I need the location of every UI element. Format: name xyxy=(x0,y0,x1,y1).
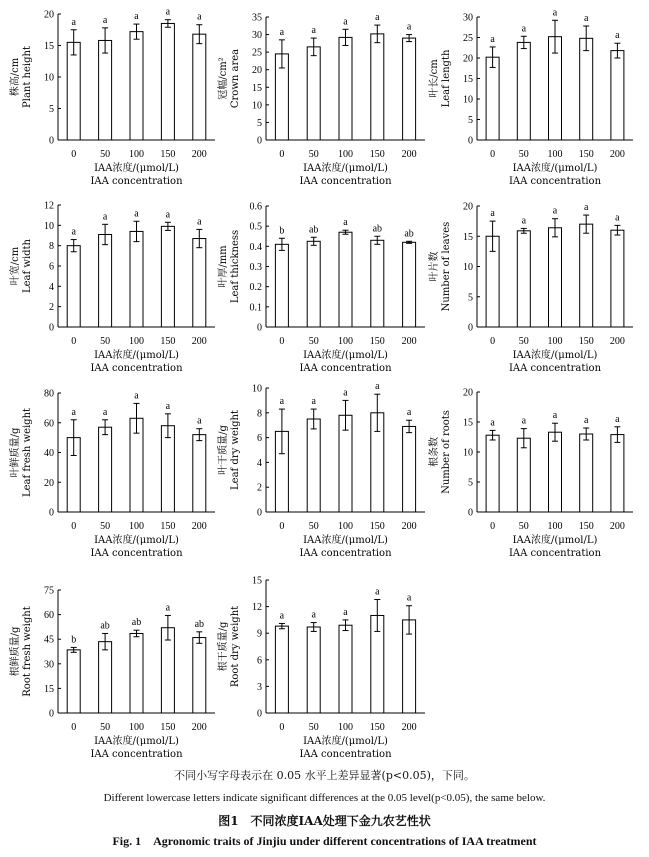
bar xyxy=(275,626,288,713)
chart-panel-10 xyxy=(8,586,215,761)
x-tick-label: 100 xyxy=(338,722,353,733)
x-tick-label: 50 xyxy=(100,149,111,160)
chart-panel-8 xyxy=(216,381,425,559)
bar xyxy=(99,234,112,327)
y-axis-title-cn: 叶片数 xyxy=(429,251,440,282)
x-tick-label: 100 xyxy=(129,521,144,532)
x-tick-label: 0 xyxy=(490,521,496,532)
y-tick-label: 15 xyxy=(463,74,473,85)
significance-letter: a xyxy=(521,23,527,35)
figure-captions xyxy=(0,768,649,850)
y-tick-label: 15 xyxy=(463,417,473,429)
y-tick-label: 0 xyxy=(468,322,473,334)
significance-letter: a xyxy=(165,400,171,412)
significance-letter: a xyxy=(197,415,202,427)
x-tick-label: 0 xyxy=(490,149,496,160)
x-tick-label: 100 xyxy=(547,149,563,160)
chart-panel-11 xyxy=(216,576,425,761)
significance-letter: a xyxy=(279,610,285,622)
y-axis-title-cn: 叶干质量/g xyxy=(218,425,229,475)
x-tick-label: 200 xyxy=(609,149,625,160)
y-tick-label: 3 xyxy=(257,681,262,693)
y-tick-label: 20 xyxy=(463,53,473,65)
bar xyxy=(403,38,416,140)
significance-letter: a xyxy=(165,209,171,221)
y-tick-label: 0 xyxy=(257,322,262,334)
x-axis-title-cn: IAA浓度/(μmol/L) xyxy=(303,736,388,747)
y-tick-label: 30 xyxy=(252,30,262,42)
y-tick-label: 2 xyxy=(49,302,54,314)
x-tick-label: 150 xyxy=(369,521,385,532)
bar xyxy=(130,633,143,713)
y-tick-label: 80 xyxy=(44,388,54,400)
bar xyxy=(130,32,143,140)
y-tick-label: 15 xyxy=(252,82,262,94)
x-axis-title-cn: IAA浓度/(μmol/L) xyxy=(94,535,179,546)
x-tick-label: 200 xyxy=(191,521,207,532)
figure-title-cn: 图1 不同浓度IAA处理下金九农艺性状 xyxy=(218,814,431,828)
significance-letter: a xyxy=(375,12,380,24)
x-axis-title-cn: IAA浓度/(μmol/L) xyxy=(303,163,388,174)
x-axis-title-en: IAA concentration xyxy=(508,176,602,187)
x-tick-label: 50 xyxy=(100,336,111,347)
y-tick-label: 0 xyxy=(257,135,262,147)
significance-letter: a xyxy=(490,33,495,45)
y-tick-label: 0 xyxy=(257,507,262,519)
bar xyxy=(517,42,530,140)
x-axis-title-en: IAA concentration xyxy=(90,548,183,559)
bar xyxy=(161,23,174,140)
x-tick-label: 0 xyxy=(71,149,77,160)
bar xyxy=(307,241,320,327)
x-axis-title-cn: IAA浓度/(μmol/L) xyxy=(94,163,179,174)
x-tick-label: 200 xyxy=(401,149,417,160)
y-tick-label: 0 xyxy=(49,507,54,519)
bar xyxy=(67,246,80,327)
y-tick-label: 6 xyxy=(257,433,262,445)
y-tick-label: 15 xyxy=(463,231,473,243)
x-axis-title-cn: IAA浓度/(μmol/L) xyxy=(94,736,179,747)
bar xyxy=(371,34,384,140)
y-tick-label: 0 xyxy=(468,135,473,147)
y-tick-label: 10 xyxy=(252,383,262,395)
y-tick-label: 8 xyxy=(49,241,54,253)
y-tick-label: 75 xyxy=(44,585,54,597)
significance-letter: a xyxy=(490,417,495,429)
significance-letter: a xyxy=(71,16,76,28)
y-axis-title-en: Leaf thickness xyxy=(230,229,241,304)
x-axis-title-en: IAA concentration xyxy=(299,749,392,760)
y-tick-label: 5 xyxy=(257,117,262,129)
significance-letter: a xyxy=(406,21,412,33)
y-axis-title-en: Leaf dry weight xyxy=(230,410,241,490)
bar xyxy=(580,434,593,512)
x-tick-label: 50 xyxy=(308,336,319,347)
y-tick-label: 12 xyxy=(44,200,54,212)
x-tick-label: 100 xyxy=(129,336,144,347)
significance-letter: a xyxy=(521,415,527,427)
x-tick-label: 150 xyxy=(160,521,176,532)
x-axis-title-en: IAA concentration xyxy=(90,176,183,187)
bar xyxy=(611,51,624,140)
x-tick-label: 50 xyxy=(100,521,111,532)
chart-panel-2 xyxy=(216,12,425,187)
significance-letter: ab xyxy=(131,617,142,629)
y-tick-label: 10 xyxy=(463,447,473,459)
significance-letter: a xyxy=(615,212,620,224)
y-tick-label: 15 xyxy=(44,683,54,695)
x-tick-label: 150 xyxy=(578,521,594,532)
significance-letter: a xyxy=(583,415,589,426)
y-axis-title-en: Leaf length xyxy=(441,49,452,108)
x-tick-label: 0 xyxy=(490,336,496,347)
significance-letter: a xyxy=(375,381,380,393)
x-tick-label: 50 xyxy=(308,722,319,733)
y-tick-label: 0 xyxy=(468,507,473,519)
y-tick-label: 15 xyxy=(252,575,262,587)
significance-letter: a xyxy=(197,11,202,23)
y-axis-title-cn: 叶鲜质量/g xyxy=(10,427,21,478)
bar xyxy=(275,244,288,327)
bar xyxy=(517,438,530,512)
x-tick-label: 150 xyxy=(369,722,385,733)
chart-panel-9 xyxy=(427,388,633,560)
x-tick-label: 150 xyxy=(369,336,385,347)
significance-letter: ab xyxy=(308,224,319,236)
significance-letter: b xyxy=(71,634,77,646)
bar xyxy=(580,224,593,327)
significance-letter: a xyxy=(165,6,171,18)
y-tick-label: 30 xyxy=(463,12,473,24)
x-tick-label: 150 xyxy=(160,149,176,160)
chart-panel-5 xyxy=(216,202,425,375)
y-tick-label: 10 xyxy=(463,262,473,273)
y-tick-label: 15 xyxy=(44,41,54,52)
significance-letter: a xyxy=(165,602,171,614)
significance-letter: a xyxy=(134,208,139,220)
bar xyxy=(339,625,352,713)
bar xyxy=(517,231,530,327)
chart-panel-6 xyxy=(427,202,633,375)
y-tick-label: 60 xyxy=(44,418,54,430)
bar xyxy=(161,426,174,512)
x-tick-label: 150 xyxy=(160,336,176,347)
significance-letter: a xyxy=(406,592,412,604)
x-tick-label: 100 xyxy=(338,521,353,532)
y-axis-title-cn: 叶宽/cm xyxy=(10,246,21,286)
x-tick-label: 100 xyxy=(338,336,353,347)
x-tick-label: 0 xyxy=(279,149,285,160)
y-axis-title-cn: 根鲜质量/g xyxy=(10,626,21,677)
bar xyxy=(193,34,206,140)
y-tick-label: 0.2 xyxy=(249,282,262,294)
bar xyxy=(371,240,384,327)
x-tick-label: 150 xyxy=(578,149,594,160)
bar xyxy=(339,232,352,327)
x-tick-label: 100 xyxy=(129,722,144,733)
x-tick-label: 50 xyxy=(308,149,319,160)
y-axis-title-en: Root fresh weight xyxy=(22,606,33,697)
y-tick-label: 4 xyxy=(49,281,54,293)
y-tick-label: 0 xyxy=(49,322,54,334)
significance-letter: ab xyxy=(372,223,383,235)
significance-letter: b xyxy=(279,225,285,237)
x-tick-label: 100 xyxy=(547,521,563,532)
y-tick-label: 0 xyxy=(49,708,54,720)
significance-letter: a xyxy=(490,208,495,220)
y-tick-label: 5 xyxy=(468,292,473,304)
y-axis-title-cn: 叶厚/mm xyxy=(218,245,229,288)
significance-letter: a xyxy=(102,406,108,418)
chart-panel-3 xyxy=(427,7,633,187)
significance-letter: a xyxy=(134,11,139,23)
y-tick-label: 0 xyxy=(257,708,262,720)
x-tick-label: 50 xyxy=(308,521,319,532)
significance-letter: ab xyxy=(404,228,414,240)
y-tick-label: 0.6 xyxy=(249,201,262,213)
y-axis-title-cn: 根干质量/g xyxy=(218,621,229,672)
x-tick-label: 200 xyxy=(401,521,417,532)
x-tick-label: 200 xyxy=(609,336,625,347)
significance-letter: a xyxy=(311,25,316,37)
y-tick-label: 30 xyxy=(44,659,54,671)
significance-letter: a xyxy=(583,202,589,214)
figure-title-en: Fig. 1 Agronomic traits of Jinjiu under different concentrations of IAA treatment xyxy=(112,834,537,848)
y-tick-label: 20 xyxy=(252,65,262,77)
x-tick-label: 50 xyxy=(518,521,529,532)
chart-panel-4 xyxy=(8,201,215,375)
y-tick-label: 25 xyxy=(463,33,473,44)
y-tick-label: 25 xyxy=(252,47,262,59)
significance-letter: a xyxy=(343,606,348,618)
y-tick-label: 20 xyxy=(44,477,54,489)
bar xyxy=(67,650,80,713)
significance-letter: a xyxy=(71,226,76,238)
y-axis-title-en: Root dry weight xyxy=(230,605,241,688)
significance-letter: a xyxy=(279,396,285,408)
significance-letter: a xyxy=(311,396,316,408)
x-tick-label: 200 xyxy=(191,149,207,160)
x-tick-label: 0 xyxy=(71,722,77,733)
y-tick-label: 12 xyxy=(252,602,262,614)
significance-letter: a xyxy=(279,26,285,38)
y-axis-title-en: Leaf fresh weight xyxy=(22,407,33,498)
bar xyxy=(549,228,562,327)
significance-note-en: Different lowercase letters indicate significant differences at the 0.05 level(p<0.05), the same below. xyxy=(103,792,546,804)
significance-letter: ab xyxy=(100,620,110,632)
x-tick-label: 200 xyxy=(401,722,417,733)
bar xyxy=(403,242,416,327)
y-axis-title-en: Number of leaves xyxy=(441,221,452,312)
y-axis-title-en: Crown area xyxy=(230,48,241,109)
x-axis-title-en: IAA concentration xyxy=(90,749,183,760)
y-tick-label: 0.3 xyxy=(249,262,262,273)
chart-panel-7 xyxy=(8,389,215,560)
x-tick-label: 0 xyxy=(279,336,285,347)
y-tick-label: 20 xyxy=(463,387,473,399)
bar xyxy=(486,57,499,140)
y-axis-title-en: Plant height xyxy=(22,46,33,108)
significance-letter: a xyxy=(375,586,380,598)
bar xyxy=(99,427,112,512)
y-axis-title-cn: 冠幅/cm² xyxy=(218,57,229,100)
x-axis-title-cn: IAA浓度/(μmol/L) xyxy=(512,350,598,361)
bar xyxy=(486,435,499,512)
y-tick-label: 2 xyxy=(257,482,262,494)
significance-letter: a xyxy=(521,215,527,227)
x-tick-label: 0 xyxy=(71,336,77,347)
x-axis-title-cn: IAA浓度/(μmol/L) xyxy=(512,535,598,546)
y-tick-label: 6 xyxy=(49,261,54,273)
y-tick-label: 5 xyxy=(468,115,473,126)
x-tick-label: 50 xyxy=(100,722,111,733)
bar xyxy=(611,230,624,327)
y-tick-label: 45 xyxy=(44,634,54,646)
x-tick-label: 200 xyxy=(401,336,417,347)
x-tick-label: 50 xyxy=(518,336,529,347)
significance-letter: a xyxy=(102,211,108,223)
significance-letter: a xyxy=(134,390,139,402)
bar xyxy=(339,37,352,140)
bar xyxy=(193,239,206,327)
significance-letter: a xyxy=(583,13,589,25)
x-tick-label: 200 xyxy=(191,336,207,347)
y-tick-label: 20 xyxy=(463,201,473,213)
y-axis-title-cn: 叶长/cm xyxy=(429,59,440,98)
y-tick-label: 35 xyxy=(252,12,262,24)
y-tick-label: 0.1 xyxy=(249,302,262,314)
x-tick-label: 150 xyxy=(160,722,176,733)
x-axis-title-cn: IAA浓度/(μmol/L) xyxy=(303,350,388,361)
bar xyxy=(161,226,174,327)
x-tick-label: 200 xyxy=(191,722,207,733)
y-tick-label: 10 xyxy=(463,94,473,106)
significance-letter: a xyxy=(102,14,108,26)
chart-panel-1 xyxy=(8,7,215,187)
bar xyxy=(611,435,624,512)
y-tick-label: 20 xyxy=(44,9,54,21)
bar xyxy=(193,638,206,713)
y-tick-label: 0.4 xyxy=(249,241,262,253)
bar xyxy=(307,47,320,140)
significance-letter: a xyxy=(343,16,348,28)
bar xyxy=(549,432,562,512)
y-tick-label: 5 xyxy=(49,104,54,115)
x-axis-title-en: IAA concentration xyxy=(508,363,602,374)
significance-letter: a xyxy=(71,406,76,418)
x-axis-title-cn: IAA浓度/(μmol/L) xyxy=(512,163,598,174)
y-tick-label: 10 xyxy=(44,220,54,232)
significance-letter: a xyxy=(343,387,348,399)
significance-letter: ab xyxy=(194,618,205,630)
y-tick-label: 0.5 xyxy=(249,221,262,233)
x-tick-label: 100 xyxy=(129,149,144,160)
y-tick-label: 60 xyxy=(44,610,54,622)
bar xyxy=(580,38,593,140)
significance-note-cn: 不同小写字母表示在 0.05 水平上差异显著(p<0.05)，下同。 xyxy=(174,769,475,782)
bar xyxy=(130,231,143,327)
x-axis-title-cn: IAA浓度/(μmol/L) xyxy=(94,350,179,361)
y-tick-label: 6 xyxy=(257,655,262,667)
bar xyxy=(193,435,206,512)
significance-letter: a xyxy=(615,413,620,425)
significance-letter: a xyxy=(343,217,348,229)
x-axis-title-en: IAA concentration xyxy=(299,548,392,559)
x-axis-title-en: IAA concentration xyxy=(90,363,183,374)
significance-letter: a xyxy=(552,410,558,422)
y-tick-label: 5 xyxy=(468,477,473,489)
y-tick-label: 4 xyxy=(257,457,262,469)
y-axis-title-en: Number of roots xyxy=(441,410,452,494)
y-tick-label: 0 xyxy=(49,135,54,147)
x-tick-label: 0 xyxy=(279,722,285,733)
x-tick-label: 50 xyxy=(518,149,529,160)
y-tick-label: 10 xyxy=(44,72,54,84)
bar xyxy=(307,627,320,713)
y-tick-label: 8 xyxy=(257,408,262,420)
x-tick-label: 150 xyxy=(369,149,385,160)
y-tick-label: 9 xyxy=(257,628,262,640)
bar xyxy=(403,426,416,512)
y-axis-title-cn: 根条数 xyxy=(429,437,440,467)
y-axis-title-en: Leaf width xyxy=(22,238,33,294)
bar xyxy=(67,42,80,140)
x-axis-title-en: IAA concentration xyxy=(299,176,392,187)
significance-letter: a xyxy=(197,216,202,228)
bar xyxy=(307,419,320,512)
x-tick-label: 150 xyxy=(578,336,594,347)
x-tick-label: 200 xyxy=(609,521,625,532)
x-axis-title-en: IAA concentration xyxy=(508,548,602,559)
x-tick-label: 100 xyxy=(547,336,563,347)
x-tick-label: 0 xyxy=(71,521,77,532)
x-axis-title-en: IAA concentration xyxy=(299,363,392,374)
y-axis-title-cn: 株高/cm xyxy=(10,57,21,97)
x-tick-label: 0 xyxy=(279,521,285,532)
significance-letter: a xyxy=(615,30,620,42)
y-tick-label: 10 xyxy=(252,100,262,112)
significance-letter: a xyxy=(552,205,558,217)
bar xyxy=(99,642,112,713)
y-tick-label: 40 xyxy=(44,448,54,459)
x-axis-title-cn: IAA浓度/(μmol/L) xyxy=(303,535,388,546)
significance-letter: a xyxy=(311,609,316,621)
x-tick-label: 100 xyxy=(338,149,353,160)
significance-letter: a xyxy=(552,7,558,19)
bar xyxy=(99,40,112,140)
significance-letter: a xyxy=(406,407,412,419)
